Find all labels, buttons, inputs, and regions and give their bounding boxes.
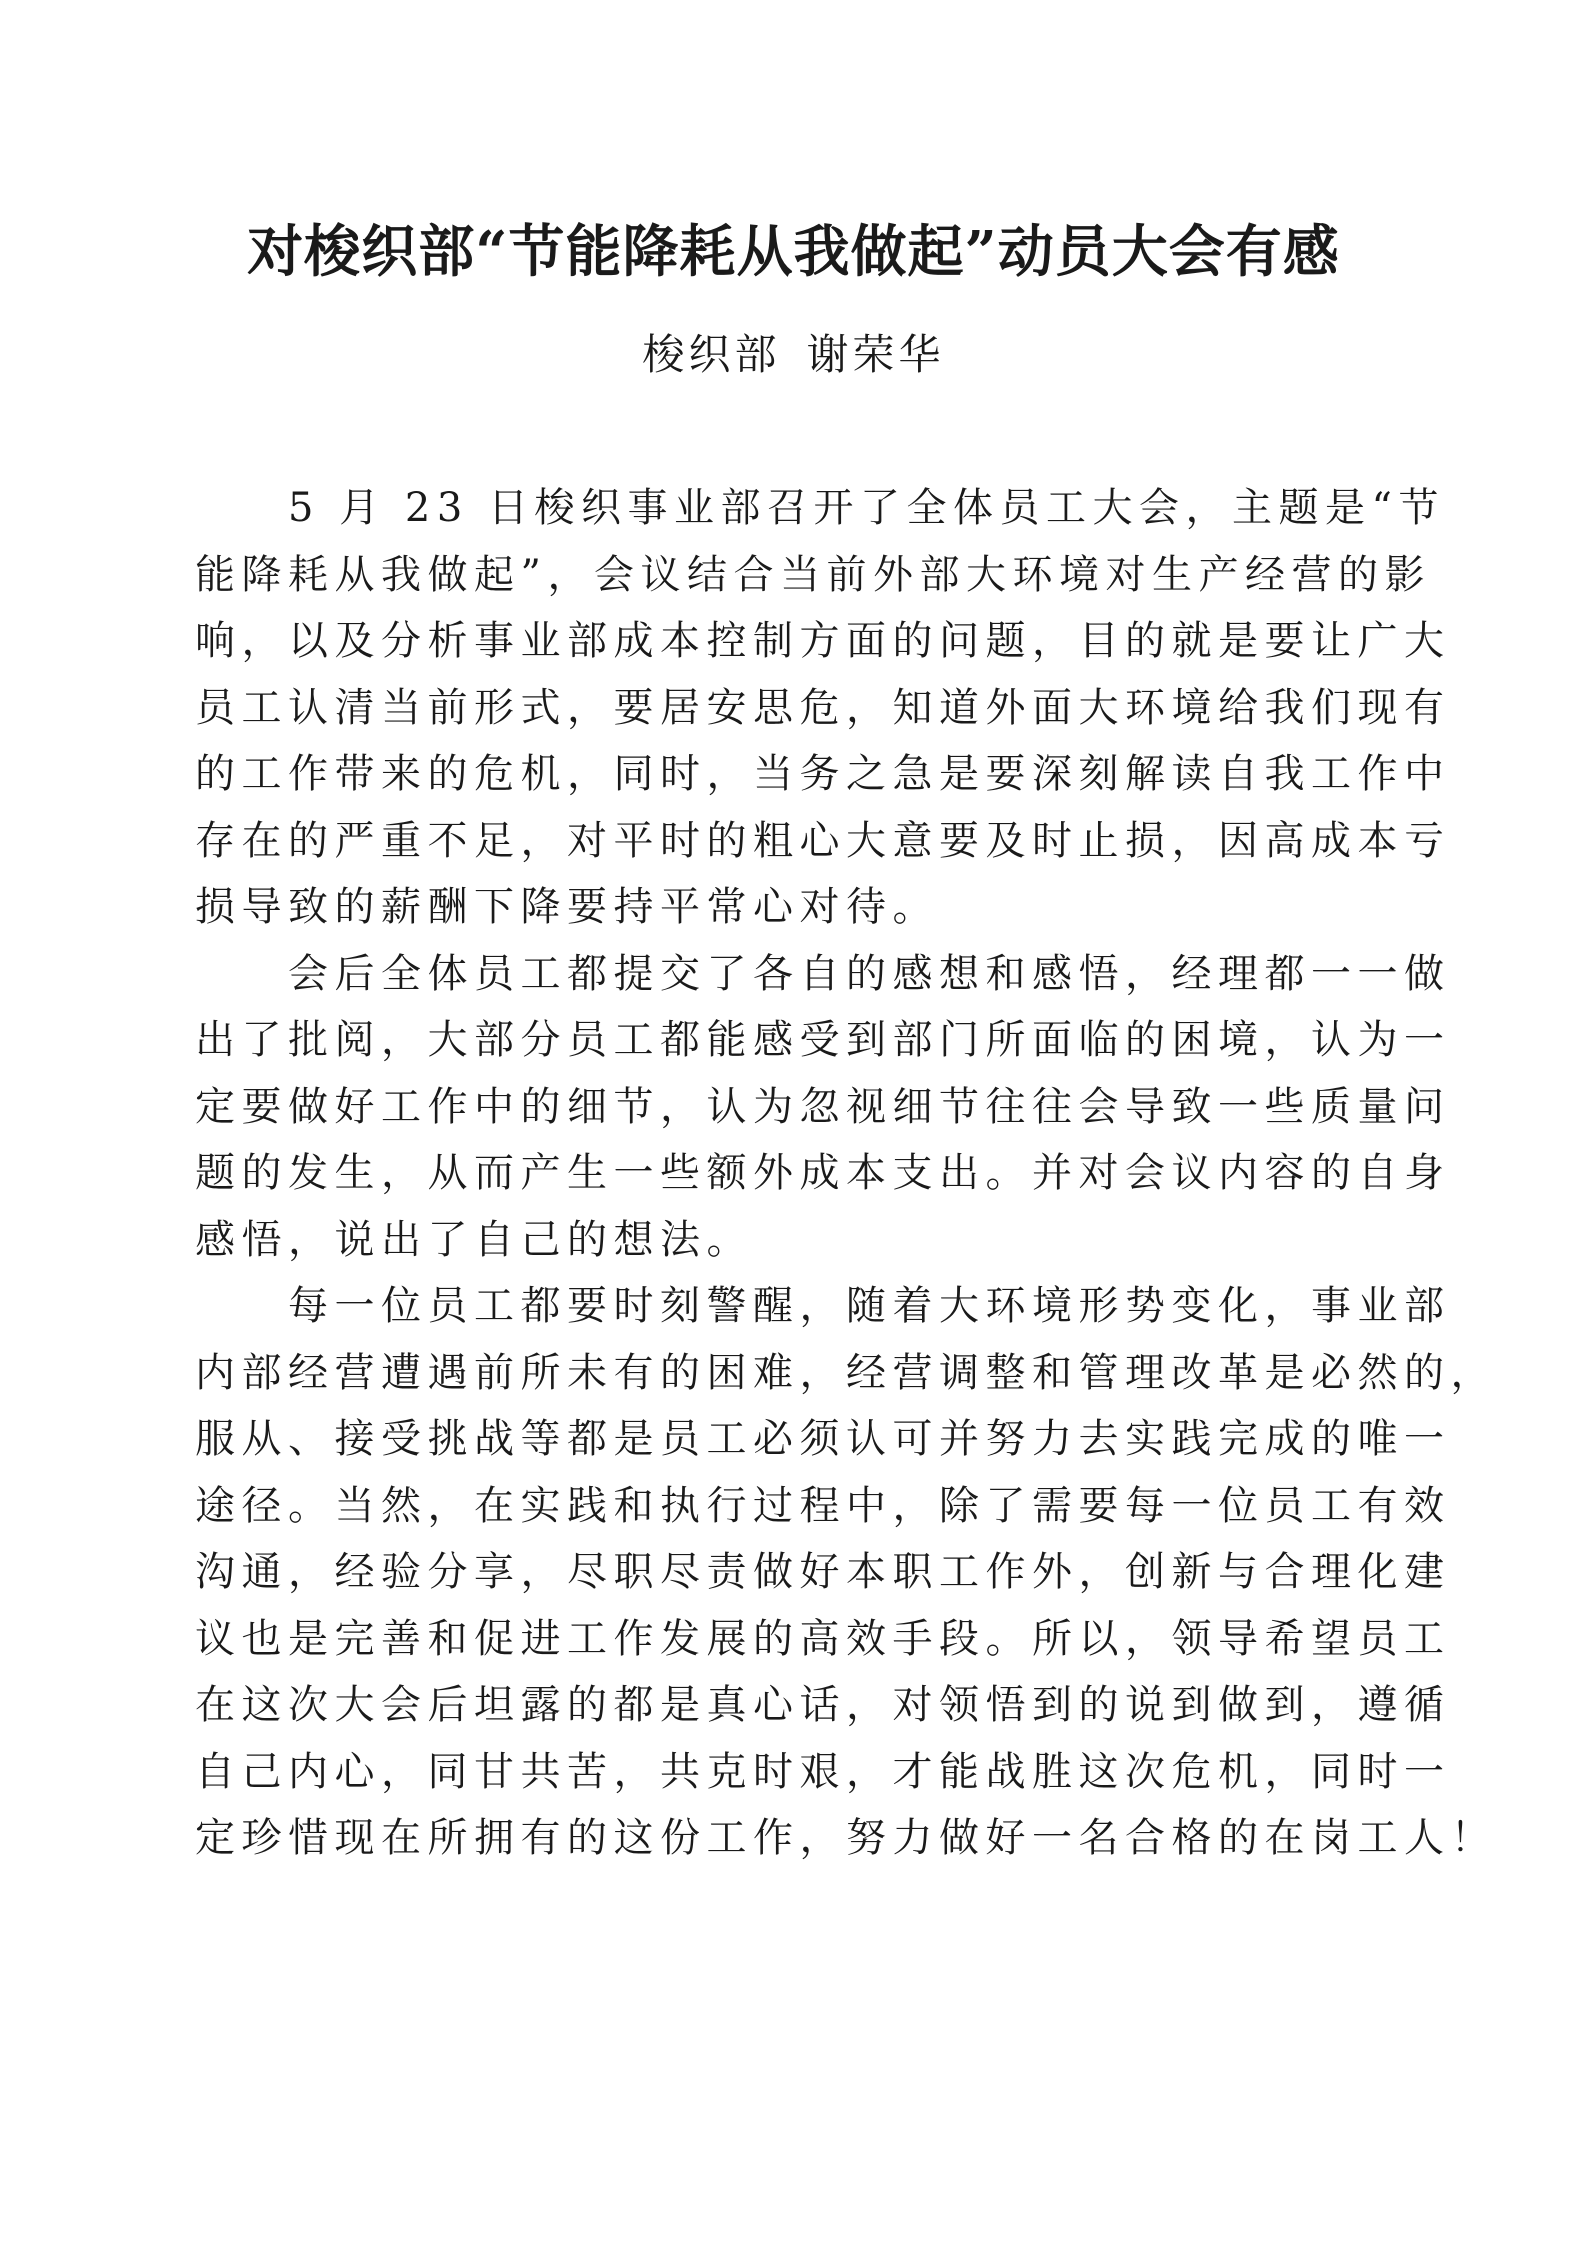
text-line: 损导致的薪酬下降要持平常心对待。 [195, 884, 939, 930]
article-byline [150, 325, 1437, 385]
text-line: 能降耗从我做起”，会议结合当前外部大环境对生产经营的影 [195, 551, 1431, 598]
text-line: 响，以及分析事业部成本控制方面的问题，目的就是要让广大 [195, 618, 1451, 664]
author-name: 谢荣华 [806, 330, 945, 379]
text-line: 途径。当然，在实践和执行过程中，除了需要每一位员工有效 [195, 1482, 1451, 1529]
text-line: 的工作带来的危机，同时，当务之急是要深刻解读自我工作中 [195, 751, 1451, 797]
text-line: 自己内心，同甘共苦，共克时艰，才能战胜这次危机，同时一 [195, 1748, 1451, 1795]
paragraph [195, 475, 1451, 941]
text-line: 议也是完善和促进工作发展的高效手段。所以，领导希望员工 [195, 1615, 1451, 1662]
text-line: 定珍惜现在所拥有的这份工作，努力做好一名合格的在岗工人！ [195, 1815, 1497, 1861]
text-line: 出了批阅，大部分员工都能感受到部门所面临的困境，认为一 [195, 1017, 1451, 1063]
text-line: 员工认清当前形式，要居安思危，知道外面大环境给我们现有 [195, 684, 1451, 731]
text-line: 会后全体员工都提交了各自的感想和感悟，经理都一一做 [288, 950, 1451, 997]
text-line: 在这次大会后坦露的都是真心话，对领悟到的说到做到，遵循 [195, 1682, 1451, 1728]
text-line: 题的发生，从而产生一些额外成本支出。并对会议内容的自身 [195, 1150, 1451, 1196]
text-line: 5 月 23 日梭织事业部召开了全体员工大会，主题是“节 [288, 485, 1445, 531]
paragraph [195, 1273, 1497, 1872]
article-body [195, 475, 1497, 1872]
text-line: 感悟，说出了自己的想法。 [195, 1216, 753, 1263]
text-line: 沟通，经验分享，尽职尽责做好本职工作外，创新与合理化建 [195, 1549, 1451, 1595]
text-line: 存在的严重不足，对平时的粗心大意要及时止损，因高成本亏 [195, 817, 1451, 864]
text-line: 定要做好工作中的细节，认为忽视细节往往会导致一些质量问 [195, 1083, 1451, 1130]
text-line: 服从、接受挑战等都是员工必须认可并努力去实践完成的唯一 [195, 1416, 1451, 1462]
text-line: 内部经营遭遇前所未有的困难，经营调整和管理改革是必然的， [195, 1349, 1497, 1396]
paragraph [195, 941, 1451, 1274]
text-line: 每一位员工都要时刻警醒，随着大环境形势变化，事业部 [288, 1283, 1451, 1329]
article-title: 对梭织部“节能降耗从我做起”动员大会有感 [247, 219, 1340, 285]
author-department: 梭织部 [642, 330, 781, 379]
